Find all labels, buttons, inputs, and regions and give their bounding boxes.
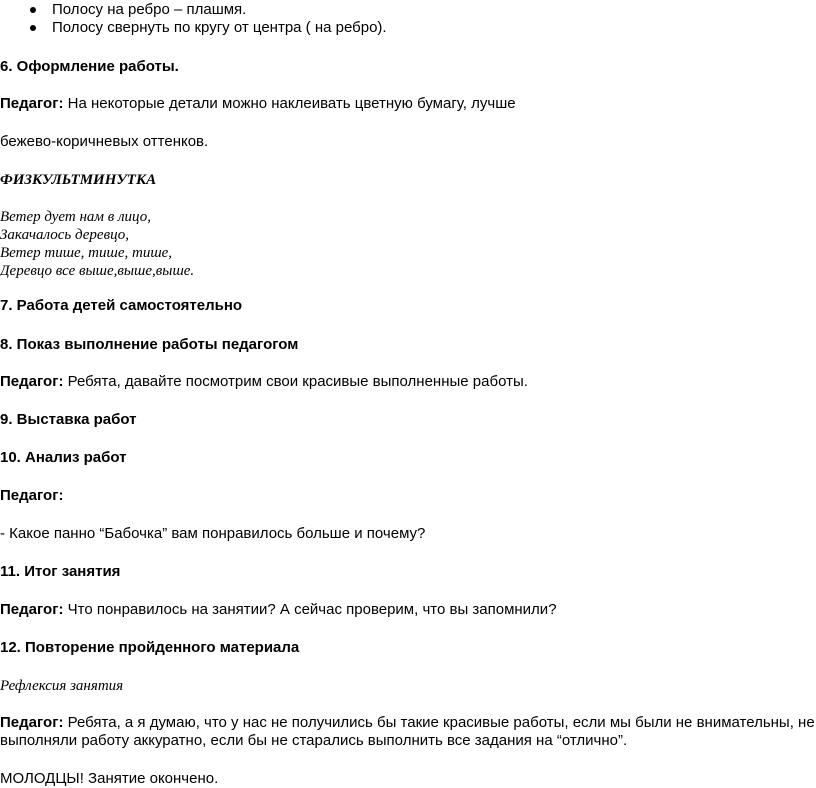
closing-line: МОЛОДЦЫ! Занятие окончено. xyxy=(0,770,219,787)
paragraph-12-line2: выполняли работу аккуратно, если бы не старались выполнить все задания на “отлично”. xyxy=(0,732,628,749)
section-12-heading: 12. Повторение пройденного материала xyxy=(0,639,300,656)
section-6-heading: 6. Оформление работы. xyxy=(0,58,179,75)
teacher-label: Педагог: xyxy=(0,373,64,390)
poem-line: Закачалось деревцо, xyxy=(0,227,130,243)
paragraph-6-line1: На некоторые детали можно наклеивать цветную бумагу, лучше xyxy=(67,95,516,112)
section-7-heading: 7. Работа детей самостоятельно xyxy=(0,297,243,314)
reflection-subtitle: Рефлексия занятия xyxy=(0,678,124,694)
paragraph-12-line1: Ребята, а я думаю, что у нас не получились бы такие красивые работы, если мы были не внимательны, не xyxy=(67,714,815,731)
bullet-item: Полосу на ребро – плашмя. xyxy=(52,1,247,18)
bullet-item: Полосу свернуть по кругу от центра ( на ребро). xyxy=(52,19,387,36)
paragraph-6 xyxy=(0,95,516,113)
teacher-label: Педагог: xyxy=(0,95,64,112)
paragraph-10-question: - Какое панно “Бабочка” вам понравилось больше и почему? xyxy=(0,525,426,542)
paragraph-8 xyxy=(0,373,528,391)
teacher-label: Педагог: xyxy=(0,487,64,504)
paragraph-6-line2: бежево-коричневых оттенков. xyxy=(0,133,209,150)
section-10-heading: 10. Анализ работ xyxy=(0,449,127,466)
paragraph-8-text: Ребята, давайте посмотрим свои красивые выполненные работы. xyxy=(67,373,528,390)
paragraph-12 xyxy=(0,714,815,732)
paragraph-11-text: Что понравилось на занятии? А сейчас проверим, что вы запомнили? xyxy=(67,601,557,618)
section-11-heading: 11. Итог занятия xyxy=(0,563,121,580)
paragraph-11 xyxy=(0,601,557,619)
poem-line: Ветер дует нам в лицо, xyxy=(0,209,151,225)
poem-line: Деревцо все выше,выше,выше. xyxy=(0,263,195,279)
bullet-marker xyxy=(30,7,36,13)
section-8-heading: 8. Показ выполнение работы педагогом xyxy=(0,336,299,353)
poem-line: Ветер тише, тише, тише, xyxy=(0,245,173,261)
section-9-heading: 9. Выставка работ xyxy=(0,411,137,428)
teacher-label: Педагог: xyxy=(0,714,64,731)
teacher-label: Педагог: xyxy=(0,601,64,618)
fizkult-heading: ФИЗКУЛЬТМИНУТКА xyxy=(0,172,157,188)
bullet-marker xyxy=(30,25,36,31)
